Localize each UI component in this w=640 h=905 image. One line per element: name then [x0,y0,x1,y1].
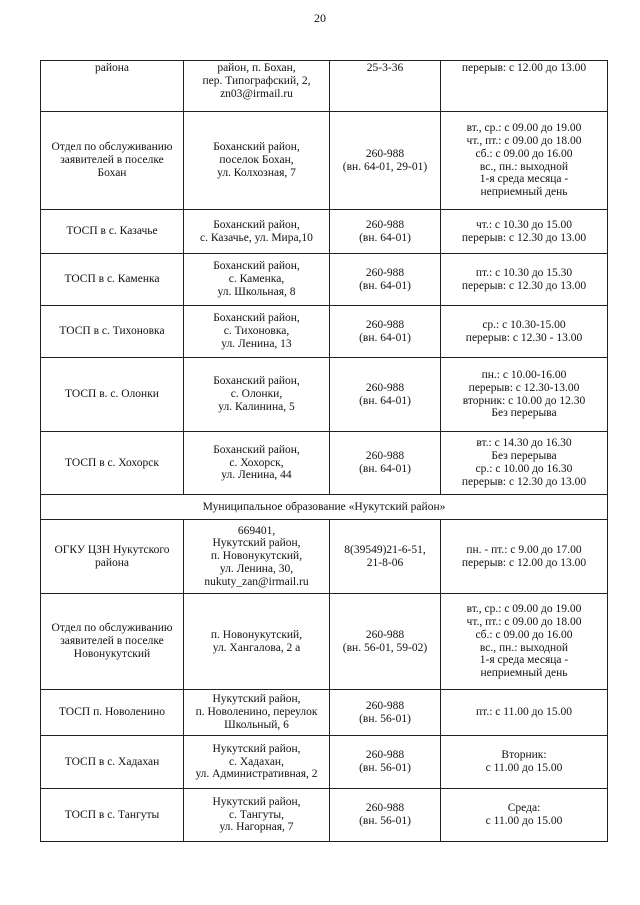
address-cell: Боханский район, с. Хохорск, ул. Ленина, 44 [184,432,330,495]
offices-table-body [41,61,608,842]
hours-cell: Среда: с 11.00 до 15.00 [441,789,608,842]
address-cell: Нукутский район, с. Хадахан, ул. Административная, 2 [184,736,330,789]
address-cell: Боханский район, с. Олонки, ул. Калинина, 5 [184,358,330,432]
table-row [41,432,608,495]
address-cell: 669401, Нукутский район, п. Новонукутский, ул. Ленина, 30, nukuty_zan@irmail.ru [184,520,330,594]
address-cell: Боханский район, поселок Бохан, ул. Колхозная, 7 [184,112,330,210]
hours-cell: пт.: с 10.30 до 15.30 перерыв: с 12.30 до 13.00 [441,254,608,306]
hours-cell: пн.: с 10.00-16.00 перерыв: с 12.30-13.00 вторник: с 10.00 до 12.30 Без перерыва [441,358,608,432]
office-name-cell: района [41,61,184,112]
address-cell: район, п. Бохан, пер. Типографский, 2, zn03@irmail.ru [184,61,330,112]
phone-cell: 260-988 (вн. 64-01) [330,210,441,254]
phone-cell: 8(39549)21-6-51, 21-8-06 [330,520,441,594]
hours-cell: вт., ср.: с 09.00 до 19.00 чт., пт.: с 09.00 до 18.00 сб.: с 09.00 до 16.00 вс., пн.: выходной 1-я среда месяца - неприемный день [441,112,608,210]
phone-cell: 260-988 (вн. 56-01) [330,789,441,842]
hours-cell: вт.: с 14.30 до 16.30 Без перерыва ср.: с 10.00 до 16.30 перерыв: с 12.30 до 13.00 [441,432,608,495]
office-name-cell: ТОСП в с. Каменка [41,254,184,306]
table-row [41,254,608,306]
table-row [41,594,608,690]
address-cell: п. Новонукутский, ул. Хангалова, 2 а [184,594,330,690]
table-row [41,736,608,789]
address-cell: Нукутский район, п. Новоленино, переулок Школьный, 6 [184,690,330,736]
phone-cell: 260-988 (вн. 56-01, 59-02) [330,594,441,690]
phone-cell: 260-988 (вн. 64-01) [330,306,441,358]
table-row [41,690,608,736]
address-cell: Боханский район, с. Каменка, ул. Школьная, 8 [184,254,330,306]
address-cell: Боханский район, с. Тихоновка, ул. Ленина, 13 [184,306,330,358]
office-name-cell: ОГКУ ЦЗН Нукутского района [41,520,184,594]
table-row [41,358,608,432]
table-row [41,789,608,842]
office-name-cell: ТОСП в с. Хадахан [41,736,184,789]
office-name-cell: ТОСП в с. Тангуты [41,789,184,842]
office-name-cell: ТОСП в. с. Олонки [41,358,184,432]
address-cell: Боханский район, с. Казачье, ул. Мира,10 [184,210,330,254]
offices-table [40,60,608,842]
hours-cell: чт.: с 10.30 до 15.00 перерыв: с 12.30 до 13.00 [441,210,608,254]
phone-cell: 260-988 (вн. 64-01) [330,432,441,495]
phone-cell: 260-988 (вн. 64-01, 29-01) [330,112,441,210]
office-name-cell: ТОСП в с. Казачье [41,210,184,254]
phone-cell: 260-988 (вн. 56-01) [330,690,441,736]
table-row [41,61,608,112]
phone-cell: 260-988 (вн. 56-01) [330,736,441,789]
hours-cell: вт., ср.: с 09.00 до 19.00 чт., пт.: с 09.00 до 18.00 сб.: с 09.00 до 16.00 вс., пн.: выходной 1-я среда месяца - неприемный день [441,594,608,690]
hours-cell: пт.: с 11.00 до 15.00 [441,690,608,736]
address-cell: Нукутский район, с. Тангуты, ул. Нагорная, 7 [184,789,330,842]
section-title: Муниципальное образование «Нукутский район» [41,495,608,520]
office-name-cell: ТОСП в с. Хохорск [41,432,184,495]
office-name-cell: Отдел по обслуживанию заявителей в поселке Бохан [41,112,184,210]
phone-cell: 260-988 (вн. 64-01) [330,358,441,432]
section-row [41,495,608,520]
table-row [41,306,608,358]
hours-cell: Вторник: с 11.00 до 15.00 [441,736,608,789]
office-name-cell: ТОСП п. Новоленино [41,690,184,736]
table-row [41,112,608,210]
office-name-cell: Отдел по обслуживанию заявителей в поселке Новонукутский [41,594,184,690]
phone-cell: 260-988 (вн. 64-01) [330,254,441,306]
phone-cell: 25-3-36 [330,61,441,112]
page-number: 20 [314,11,326,25]
table-row [41,520,608,594]
office-name-cell: ТОСП в с. Тихоновка [41,306,184,358]
table-row [41,210,608,254]
hours-cell: ср.: с 10.30-15.00 перерыв: с 12.30 - 13.00 [441,306,608,358]
hours-cell: пн. - пт.: с 9.00 до 17.00 перерыв: с 12.00 до 13.00 [441,520,608,594]
hours-cell: перерыв: с 12.00 до 13.00 [441,61,608,112]
